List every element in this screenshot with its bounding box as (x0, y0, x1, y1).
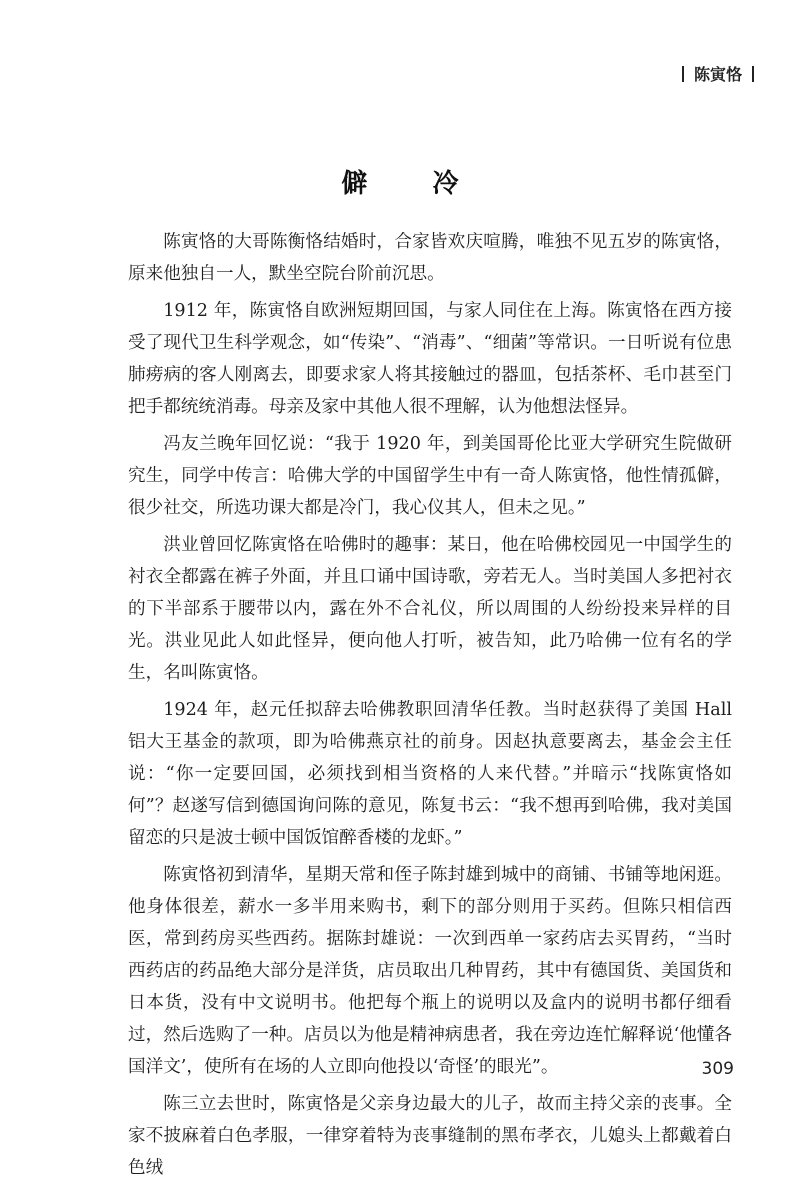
page-number: 309 (701, 1059, 734, 1079)
header-divider (682, 66, 684, 82)
paragraph: 1924 年，赵元任拟辞去哈佛教职回清华任教。当时赵获得了美国 Hall 铝大王基金的款项，即为哈佛燕京社的前身。因赵执意要离去，基金会主任说：“你一定要回国，必须找到相当资格的人来代替。”并暗示“找陈寅恪如何”？赵遂写信到德国询问陈的意见，陈复书云：“我不想再到哈佛，我对美国留恋的只是波士顿中国饭馆醉香楼的龙虾。” (128, 700, 732, 848)
paragraph: 冯友兰晚年回忆说：“我于 1920 年，到美国哥伦比亚大学研究生院做研究生，同学中传言：哈佛大学的中国留学生中有一奇人陈寅恪，他性情孤僻，很少社交，所选功课大都是冷门，我心仪其人，但未之见。” (128, 434, 732, 518)
article-body (128, 226, 732, 1189)
paragraph: 1912 年，陈寅恪自欧洲短期回国，与家人同住在上海。陈寅恪在西方接受了现代卫生科学观念，如“传染”、“消毒”、“细菌”等常识。一日听说有位患肺痨病的客人刚离去，即要求家人将其接触过的器皿，包括茶杯、毛巾甚至门把手都统统消毒。母亲及家中其他人很不理解，认为他想法怪异。 (128, 301, 732, 417)
running-title: 陈寅恪 (693, 65, 742, 84)
paragraph: 陈三立去世时，陈寅恪是父亲身边最大的儿子，故而主持父亲的丧事。全家不披麻着白色孝服，一律穿着特为丧事缝制的黑布孝衣，儿媳头上都戴着白色绒 (128, 1094, 732, 1178)
running-header (682, 62, 754, 85)
article-title: 僻 冷 (341, 169, 487, 199)
header-divider (752, 66, 754, 82)
paragraph: 陈寅恪的大哥陈衡恪结婚时，合家皆欢庆喧腾，唯独不见五岁的陈寅恪，原来他独自一人，默坐空院台阶前沉思。 (128, 232, 732, 284)
paragraph: 洪业曾回忆陈寅恪在哈佛时的趣事：某日，他在哈佛校园见一中国学生的衬衣全都露在裤子外面，并且口诵中国诗歌，旁若无人。当时美国人多把衬衣的下半部系于腰带以内，露在外不合礼仪，所以周围的人纷纷投来异样的目光。洪业见此人如此怪异，便向他人打听，被告知，此乃哈佛一位有名的学生，名叫陈寅恪。 (128, 535, 732, 683)
paragraph: 陈寅恪初到清华，星期天常和侄子陈封雄到城中的商铺、书铺等地闲逛。他身体很差，薪水一多半用来购书，剩下的部分则用于买药。但陈只相信西医，常到药房买些西药。据陈封雄说：一次到西单一家药店去买胃药，“当时西药店的药品绝大部分是洋货，店员取出几种胃药，其中有德国货、美国货和日本货，没有中文说明书。他把每个瓶上的说明以及盒内的说明书都仔细看过，然后选购了一种。店员以为他是精神病患者，我在旁边连忙解释说‘他懂各国洋文’，使所有在场的人立即向他投以‘奇怪’的眼光”。 (128, 865, 732, 1077)
